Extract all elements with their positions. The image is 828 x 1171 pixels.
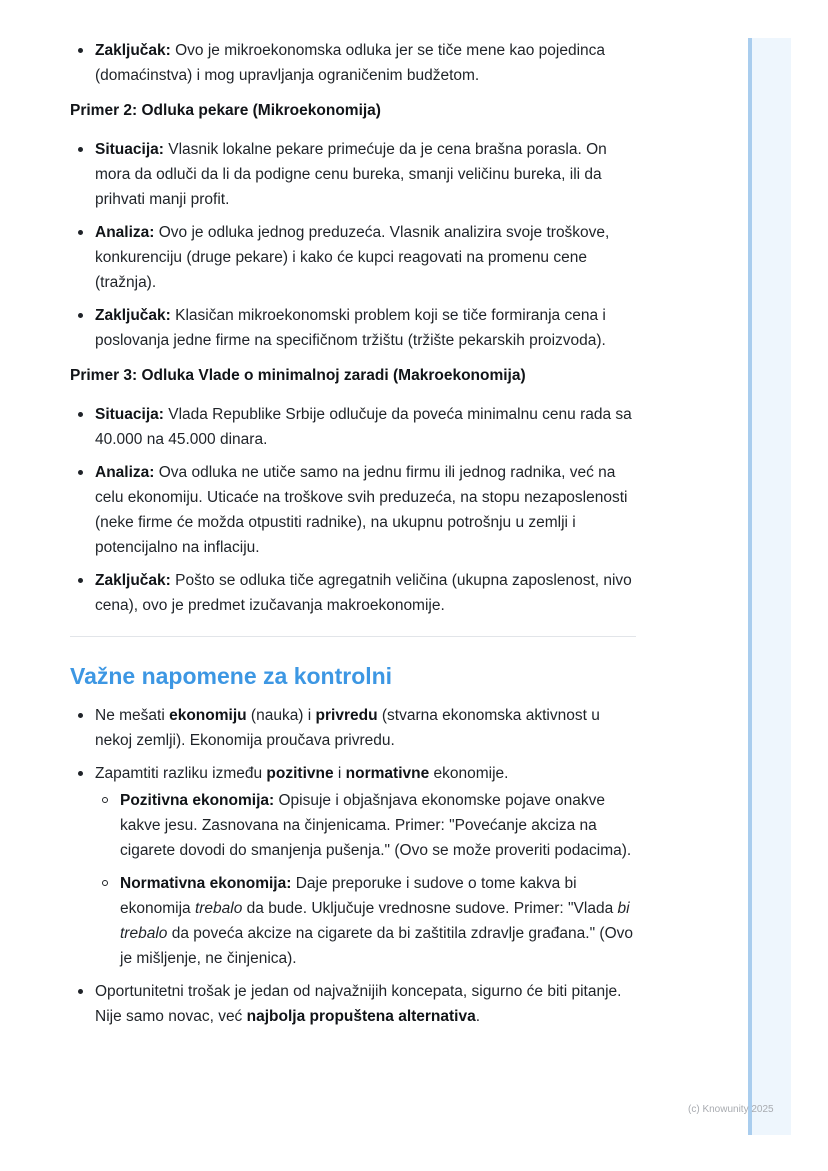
list-item: Analiza: Ovo je odluka jednog preduzeća. Vlasnik analizira svoje troškove, konkurenciju (druge pekare) i kako će kupci reagovati na promenu cene (tražnja). bbox=[95, 220, 636, 295]
copyright-footer: (c) Knowunity 2025 bbox=[688, 1104, 774, 1115]
list-item: Zapamtiti razliku između pozitivne i normativne ekonomije. Pozitivna ekonomija: Opisuje i objašnjava ekonomske pojave onakve kakve jesu. Zasnovana na činjenicama. Primer: "Povećanje akciza na cigarete dovodi do smanjenja pušenja." (Ovo se može proveriti podacima). Normativna ekonomija: Daje preporuke i sudove o tome kakva bi ekonomija trebalo da bude. Uključuje vrednosne sudove. Primer: "Vlada bi trebalo da poveća akcize na cigarete da bi zaštitila zdravlje građana." (Ovo je mišljenje, ne činjenica). bbox=[95, 761, 636, 971]
section-divider bbox=[70, 636, 636, 637]
notes-section-title: Važne napomene za kontrolni bbox=[70, 663, 393, 689]
list-item: Situacija: Vlada Republike Srbije odlučuje da poveća minimalnu cenu rada sa 40.000 na 45.000 dinara. bbox=[95, 402, 636, 452]
sublist-item-positive: Pozitivna ekonomija: Opisuje i objašnjava ekonomske pojave onakve kakve jesu. Zasnovana na činjenicama. Primer: "Povećanje akciza na cigarete dovodi do smanjenja pušenja." (Ovo se može proveriti podacima). bbox=[120, 788, 636, 863]
example3-heading: Primer 3: Odluka Vlade o minimalnoj zaradi (Makroekonomija) bbox=[70, 367, 526, 384]
list-item: Ne mešati ekonomiju (nauka) i privredu (stvarna ekonomska aktivnost u nekoj zemlji). Ekonomija proučava privredu. bbox=[95, 703, 636, 753]
notes-list bbox=[70, 703, 636, 1029]
sublist-item-normative: Normativna ekonomija: Daje preporuke i sudove o tome kakva bi ekonomija trebalo da bude. Uključuje vrednosne sudove. Primer: "Vlada bi trebalo da poveća akcize na cigarete da bi zaštitila zdravlje građana." (Ovo je mišljenje, ne činjenica). bbox=[120, 871, 636, 971]
list-item: Zaključak: Pošto se odluka tiče agregatnih veličina (ukupna zaposlenost, nivo cena), ovo je predmet izučavanja makroekonomije. bbox=[95, 568, 636, 618]
list-item: Analiza: Ova odluka ne utiče samo na jednu firmu ili jednog radnika, već na celu ekonomiju. Uticaće na troškove svih preduzeća, na stopu nezaposlenosti (neke firme će možda otpustiti radnike), na ukupnu potrošnju u zemlji i potencijalno na inflaciju. bbox=[95, 460, 636, 560]
margin-sidebar bbox=[748, 38, 791, 1135]
list-item: Situacija: Vlasnik lokalne pekare primećuje da je cena brašna porasla. On mora da odluči da li da podigne cenu bureka, smanji veličinu bureka, ili da prihvati manji profit. bbox=[95, 137, 636, 212]
list-item: Zaključak: Ovo je mikroekonomska odluka jer se tiče mene kao pojedinca (domaćinstva) i mog upravljanja ograničenim budžetom. bbox=[95, 38, 636, 88]
economics-types-sublist bbox=[95, 788, 636, 971]
example1-conclusion-list bbox=[70, 38, 636, 88]
document-body bbox=[70, 38, 636, 1037]
example3-list bbox=[70, 402, 636, 618]
example2-list bbox=[70, 137, 636, 353]
list-item: Zaključak: Klasičan mikroekonomski problem koji se tiče formiranja cena i poslovanja jedne firme na specifičnom tržištu (tržište pekarskih proizvoda). bbox=[95, 303, 636, 353]
list-item: Oportunitetni trošak je jedan od najvažnijih koncepata, sigurno će biti pitanje. Nije samo novac, već najbolja propuštena alternativa. bbox=[95, 979, 636, 1029]
example2-heading: Primer 2: Odluka pekare (Mikroekonomija) bbox=[70, 102, 381, 119]
